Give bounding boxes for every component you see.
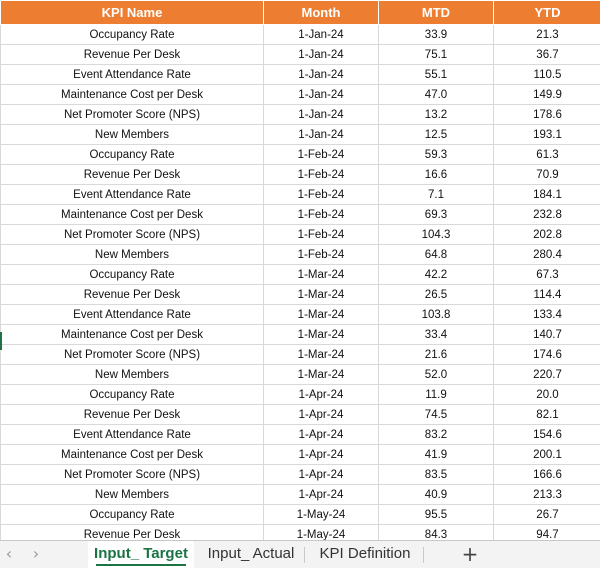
- cell-ytd[interactable]: 26.7: [494, 505, 600, 525]
- header-mtd[interactable]: MTD: [379, 1, 494, 25]
- cell-kpi-name[interactable]: Net Promoter Score (NPS): [1, 225, 264, 245]
- cell-month[interactable]: 1-Feb-24: [264, 225, 379, 245]
- cell-month[interactable]: 1-Mar-24: [264, 325, 379, 345]
- cell-ytd[interactable]: 140.7: [494, 325, 600, 345]
- cell-kpi-name[interactable]: Occupancy Rate: [1, 265, 264, 285]
- table-row: [1, 45, 600, 65]
- cell-ytd[interactable]: 280.4: [494, 245, 600, 265]
- table-row: [1, 525, 600, 541]
- table-body: [1, 25, 600, 541]
- cell-mtd[interactable]: 104.3: [379, 225, 494, 245]
- cell-ytd[interactable]: 133.4: [494, 305, 600, 325]
- cell-mtd[interactable]: 75.1: [379, 45, 494, 65]
- cell-kpi-name[interactable]: Event Attendance Rate: [1, 65, 264, 85]
- cell-mtd[interactable]: 52.0: [379, 365, 494, 385]
- cell-ytd[interactable]: 149.9: [494, 85, 600, 105]
- cell-month[interactable]: 1-Feb-24: [264, 245, 379, 265]
- add-sheet-icon[interactable]: +: [461, 542, 479, 566]
- cell-mtd[interactable]: 11.9: [379, 385, 494, 405]
- cell-kpi-name[interactable]: Maintenance Cost per Desk: [1, 325, 264, 345]
- cell-month[interactable]: 1-Feb-24: [264, 185, 379, 205]
- cell-kpi-name[interactable]: Revenue Per Desk: [1, 45, 264, 65]
- cell-kpi-name[interactable]: Occupancy Rate: [1, 145, 264, 165]
- tab-input-actual[interactable]: [200, 541, 302, 568]
- cell-month[interactable]: 1-Feb-24: [264, 205, 379, 225]
- cell-kpi-name[interactable]: Net Promoter Score (NPS): [1, 345, 264, 365]
- cell-month[interactable]: 1-Apr-24: [264, 485, 379, 505]
- cell-mtd[interactable]: 41.9: [379, 445, 494, 465]
- row-selection-marker: [0, 332, 2, 350]
- cell-mtd[interactable]: 74.5: [379, 405, 494, 425]
- tab-kpi-definition[interactable]: [310, 541, 420, 568]
- cell-kpi-name[interactable]: Occupancy Rate: [1, 25, 264, 45]
- cell-month[interactable]: 1-Feb-24: [264, 165, 379, 185]
- cell-mtd[interactable]: 59.3: [379, 145, 494, 165]
- active-tab-underline: [96, 564, 186, 566]
- cell-kpi-name[interactable]: Event Attendance Rate: [1, 185, 264, 205]
- table-row: [1, 465, 600, 485]
- cell-month[interactable]: 1-May-24: [264, 525, 379, 541]
- cell-ytd[interactable]: 110.5: [494, 65, 600, 85]
- table-row: [1, 245, 600, 265]
- tab-label: KPI Definition: [319, 545, 411, 562]
- cell-ytd[interactable]: 67.3: [494, 265, 600, 285]
- table-row: [1, 325, 600, 345]
- cell-mtd[interactable]: 95.5: [379, 505, 494, 525]
- cell-kpi-name[interactable]: New Members: [1, 245, 264, 265]
- cell-kpi-name[interactable]: Net Promoter Score (NPS): [1, 465, 264, 485]
- cell-ytd[interactable]: 202.8: [494, 225, 600, 245]
- cell-month[interactable]: 1-Jan-24: [264, 45, 379, 65]
- cell-mtd[interactable]: 103.8: [379, 305, 494, 325]
- cell-kpi-name[interactable]: Occupancy Rate: [1, 385, 264, 405]
- tab-separator: [304, 547, 305, 563]
- cell-month[interactable]: 1-Mar-24: [264, 285, 379, 305]
- table-row: [1, 225, 600, 245]
- cell-ytd[interactable]: 114.4: [494, 285, 600, 305]
- table-row: [1, 265, 600, 285]
- cell-kpi-name[interactable]: Event Attendance Rate: [1, 305, 264, 325]
- cell-ytd[interactable]: 220.7: [494, 365, 600, 385]
- cell-month[interactable]: 1-Apr-24: [264, 445, 379, 465]
- cell-month[interactable]: 1-Mar-24: [264, 305, 379, 325]
- cell-mtd[interactable]: 21.6: [379, 345, 494, 365]
- cell-ytd[interactable]: 178.6: [494, 105, 600, 125]
- cell-mtd[interactable]: 40.9: [379, 485, 494, 505]
- cell-ytd[interactable]: 232.8: [494, 205, 600, 225]
- table-row: [1, 125, 600, 145]
- cell-mtd[interactable]: 69.3: [379, 205, 494, 225]
- cell-mtd[interactable]: 84.3: [379, 525, 494, 541]
- cell-mtd[interactable]: 33.9: [379, 25, 494, 45]
- tab-label: Input_ Actual: [207, 545, 295, 562]
- cell-month[interactable]: 1-Jan-24: [264, 125, 379, 145]
- cell-ytd[interactable]: 61.3: [494, 145, 600, 165]
- table-row: [1, 505, 600, 525]
- cell-month[interactable]: 1-Apr-24: [264, 385, 379, 405]
- cell-mtd[interactable]: 83.2: [379, 425, 494, 445]
- cell-ytd[interactable]: 70.9: [494, 165, 600, 185]
- header-month[interactable]: Month: [264, 1, 379, 25]
- table-row: [1, 345, 600, 365]
- header-kpi-name[interactable]: KPI Name: [1, 1, 264, 25]
- cell-ytd[interactable]: 82.1: [494, 405, 600, 425]
- table-row: [1, 385, 600, 405]
- chevron-right-icon[interactable]: ›: [32, 544, 40, 563]
- cell-kpi-name[interactable]: New Members: [1, 485, 264, 505]
- table-row: [1, 145, 600, 165]
- cell-mtd[interactable]: 33.4: [379, 325, 494, 345]
- cell-kpi-name[interactable]: Maintenance Cost per Desk: [1, 205, 264, 225]
- table-row: [1, 305, 600, 325]
- table-row: [1, 485, 600, 505]
- table-row: [1, 365, 600, 385]
- cell-ytd[interactable]: 193.1: [494, 125, 600, 145]
- cell-month[interactable]: 1-Jan-24: [264, 105, 379, 125]
- cell-ytd[interactable]: 94.7: [494, 525, 600, 541]
- cell-mtd[interactable]: 64.8: [379, 245, 494, 265]
- table-row: [1, 285, 600, 305]
- table-row: [1, 405, 600, 425]
- table-row: [1, 85, 600, 105]
- cell-month[interactable]: 1-Apr-24: [264, 425, 379, 445]
- table-row: [1, 65, 600, 85]
- cell-ytd[interactable]: 200.1: [494, 445, 600, 465]
- cell-kpi-name[interactable]: Revenue Per Desk: [1, 405, 264, 425]
- cell-month[interactable]: 1-Mar-24: [264, 365, 379, 385]
- cell-month[interactable]: 1-Mar-24: [264, 345, 379, 365]
- cell-kpi-name[interactable]: Maintenance Cost per Desk: [1, 85, 264, 105]
- cell-kpi-name[interactable]: Revenue Per Desk: [1, 165, 264, 185]
- cell-mtd[interactable]: 16.6: [379, 165, 494, 185]
- header-row: [1, 1, 600, 25]
- cell-mtd[interactable]: 83.5: [379, 465, 494, 485]
- cell-month[interactable]: 1-Feb-24: [264, 145, 379, 165]
- cell-kpi-name[interactable]: Occupancy Rate: [1, 505, 264, 525]
- cell-mtd[interactable]: 26.5: [379, 285, 494, 305]
- cell-mtd[interactable]: 42.2: [379, 265, 494, 285]
- table-row: [1, 205, 600, 225]
- chevron-left-icon[interactable]: ‹: [5, 544, 13, 563]
- cell-month[interactable]: 1-Jan-24: [264, 65, 379, 85]
- table-row: [1, 165, 600, 185]
- cell-ytd[interactable]: 213.3: [494, 485, 600, 505]
- cell-ytd[interactable]: 184.1: [494, 185, 600, 205]
- header-ytd[interactable]: YTD: [494, 1, 600, 25]
- cell-mtd[interactable]: 47.0: [379, 85, 494, 105]
- sheet-tab-bar: [0, 540, 600, 568]
- table-row: [1, 445, 600, 465]
- cell-ytd[interactable]: 36.7: [494, 45, 600, 65]
- tab-label: Input_ Target: [94, 545, 188, 562]
- tab-input-target[interactable]: [88, 541, 194, 568]
- cell-ytd[interactable]: 20.0: [494, 385, 600, 405]
- table-row: [1, 25, 600, 45]
- cell-ytd[interactable]: 166.6: [494, 465, 600, 485]
- cell-kpi-name[interactable]: New Members: [1, 125, 264, 145]
- tab-separator: [423, 547, 424, 563]
- cell-mtd[interactable]: 13.2: [379, 105, 494, 125]
- cell-mtd[interactable]: 12.5: [379, 125, 494, 145]
- cell-month[interactable]: 1-Mar-24: [264, 265, 379, 285]
- cell-kpi-name[interactable]: Revenue Per Desk: [1, 285, 264, 305]
- cell-kpi-name[interactable]: Net Promoter Score (NPS): [1, 105, 264, 125]
- cell-month[interactable]: 1-May-24: [264, 505, 379, 525]
- cell-month[interactable]: 1-Jan-24: [264, 85, 379, 105]
- cell-ytd[interactable]: 21.3: [494, 25, 600, 45]
- table-row: [1, 185, 600, 205]
- cell-mtd[interactable]: 7.1: [379, 185, 494, 205]
- cell-ytd[interactable]: 174.6: [494, 345, 600, 365]
- cell-kpi-name[interactable]: Event Attendance Rate: [1, 425, 264, 445]
- cell-month[interactable]: 1-Apr-24: [264, 465, 379, 485]
- cell-month[interactable]: 1-Apr-24: [264, 405, 379, 425]
- table-row: [1, 105, 600, 125]
- cell-kpi-name[interactable]: New Members: [1, 365, 264, 385]
- cell-mtd[interactable]: 55.1: [379, 65, 494, 85]
- table-row: [1, 425, 600, 445]
- cell-kpi-name[interactable]: Maintenance Cost per Desk: [1, 445, 264, 465]
- cell-month[interactable]: 1-Jan-24: [264, 25, 379, 45]
- cell-kpi-name[interactable]: Revenue Per Desk: [1, 525, 264, 541]
- cell-ytd[interactable]: 154.6: [494, 425, 600, 445]
